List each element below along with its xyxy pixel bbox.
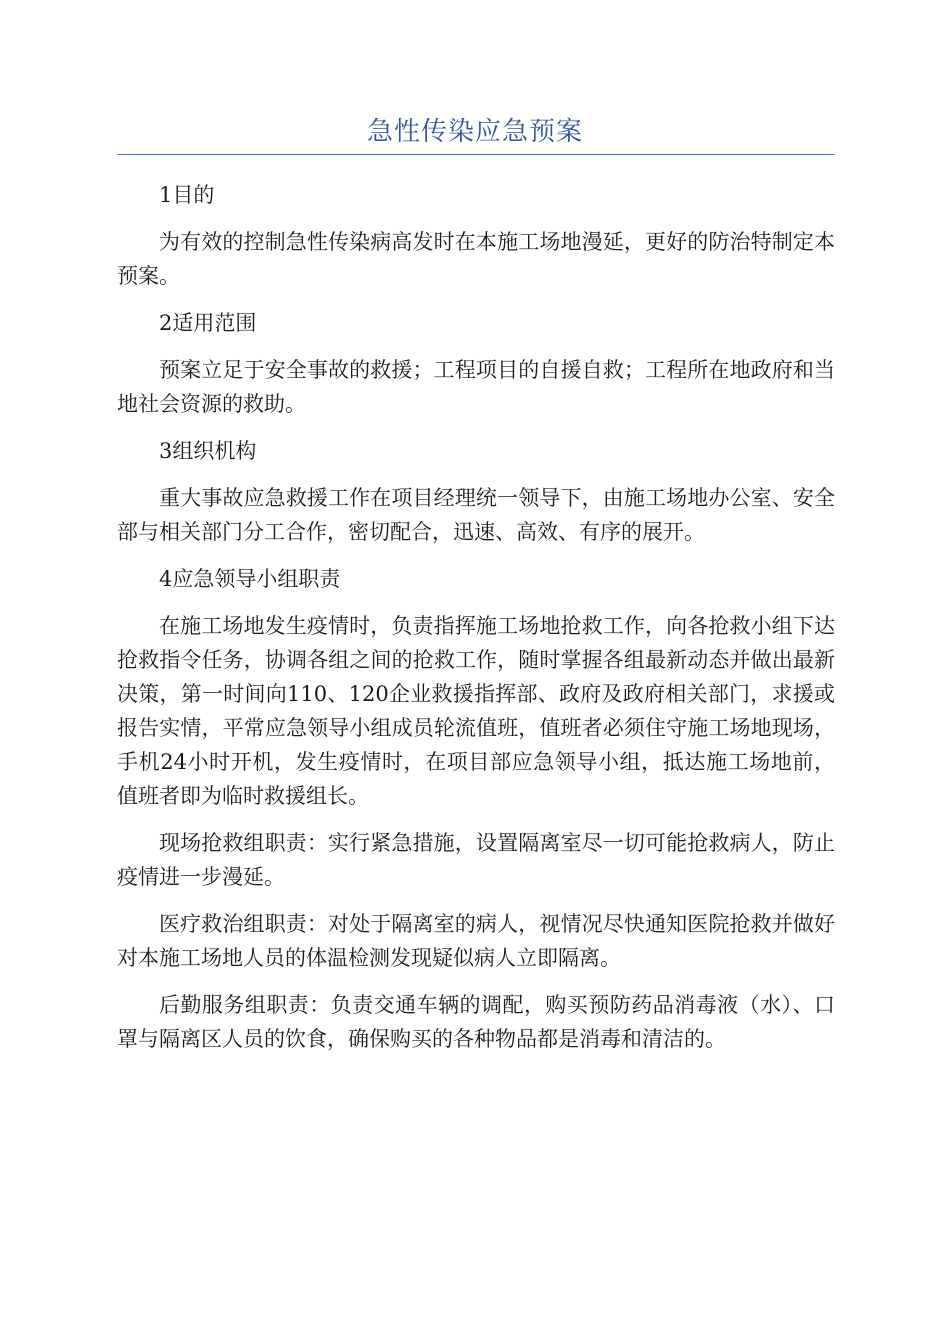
paragraph-logistics-team: 后勤服务组职责：负责交通车辆的调配，购买预防药品消毒液（水）、口罩与隔离区人员的饮食，确保购买的各种物品都是消毒和清洁的。 xyxy=(117,993,835,1051)
section-heading-leadership-duties: 4应急领导小组职责 xyxy=(159,567,341,591)
paragraph-organization: 重大事故应急救援工作在项目经理统一领导下，由施工场地办公室、安全部与相关部门分工合作，密切配合，迅速、高效、有序的展开。 xyxy=(117,486,835,544)
paragraph-leadership-duties: 在施工场地发生疫情时，负责指挥施工场地抢救工作，向各抢救小组下达抢救指令任务，协调各组之间的抢救工作，随时掌握各组最新动态并做出最新决策，第一时间向110、120企业救援指挥部、政府及政府相关部门，求援或报告实情，平常应急领导小组成员轮流值班，值班者必须住守施工场地现场，手机24小时开机，发生疫情时，在项目部应急领导小组，抵达施工场地前，值班者即为临时救援组长。 xyxy=(117,614,835,808)
paragraph-scope: 预案立足于安全事故的救援；工程项目的自援自救；工程所在地政府和当地社会资源的救助。 xyxy=(117,358,835,416)
section-heading-purpose: 1目的 xyxy=(159,183,215,207)
paragraph-rescue-team: 现场抢救组职责：实行紧急措施，设置隔离室尽一切可能抢救病人，防止疫情进一步漫延。 xyxy=(117,831,835,889)
paragraph-medical-team: 医疗救治组职责：对处于隔离室的病人，视情况尽快通知医院抢救并做好对本施工场地人员的体温检测发现疑似病人立即隔离。 xyxy=(117,912,835,970)
title-underline xyxy=(117,154,835,155)
section-heading-organization: 3组织机构 xyxy=(159,439,257,463)
section-heading-scope: 2适用范围 xyxy=(159,311,257,335)
document-title: 急性传染应急预案 xyxy=(366,117,583,147)
document-body xyxy=(117,178,835,1069)
paragraph-purpose: 为有效的控制急性传染病高发时在本施工场地漫延，更好的防治特制定本预案。 xyxy=(117,230,835,288)
